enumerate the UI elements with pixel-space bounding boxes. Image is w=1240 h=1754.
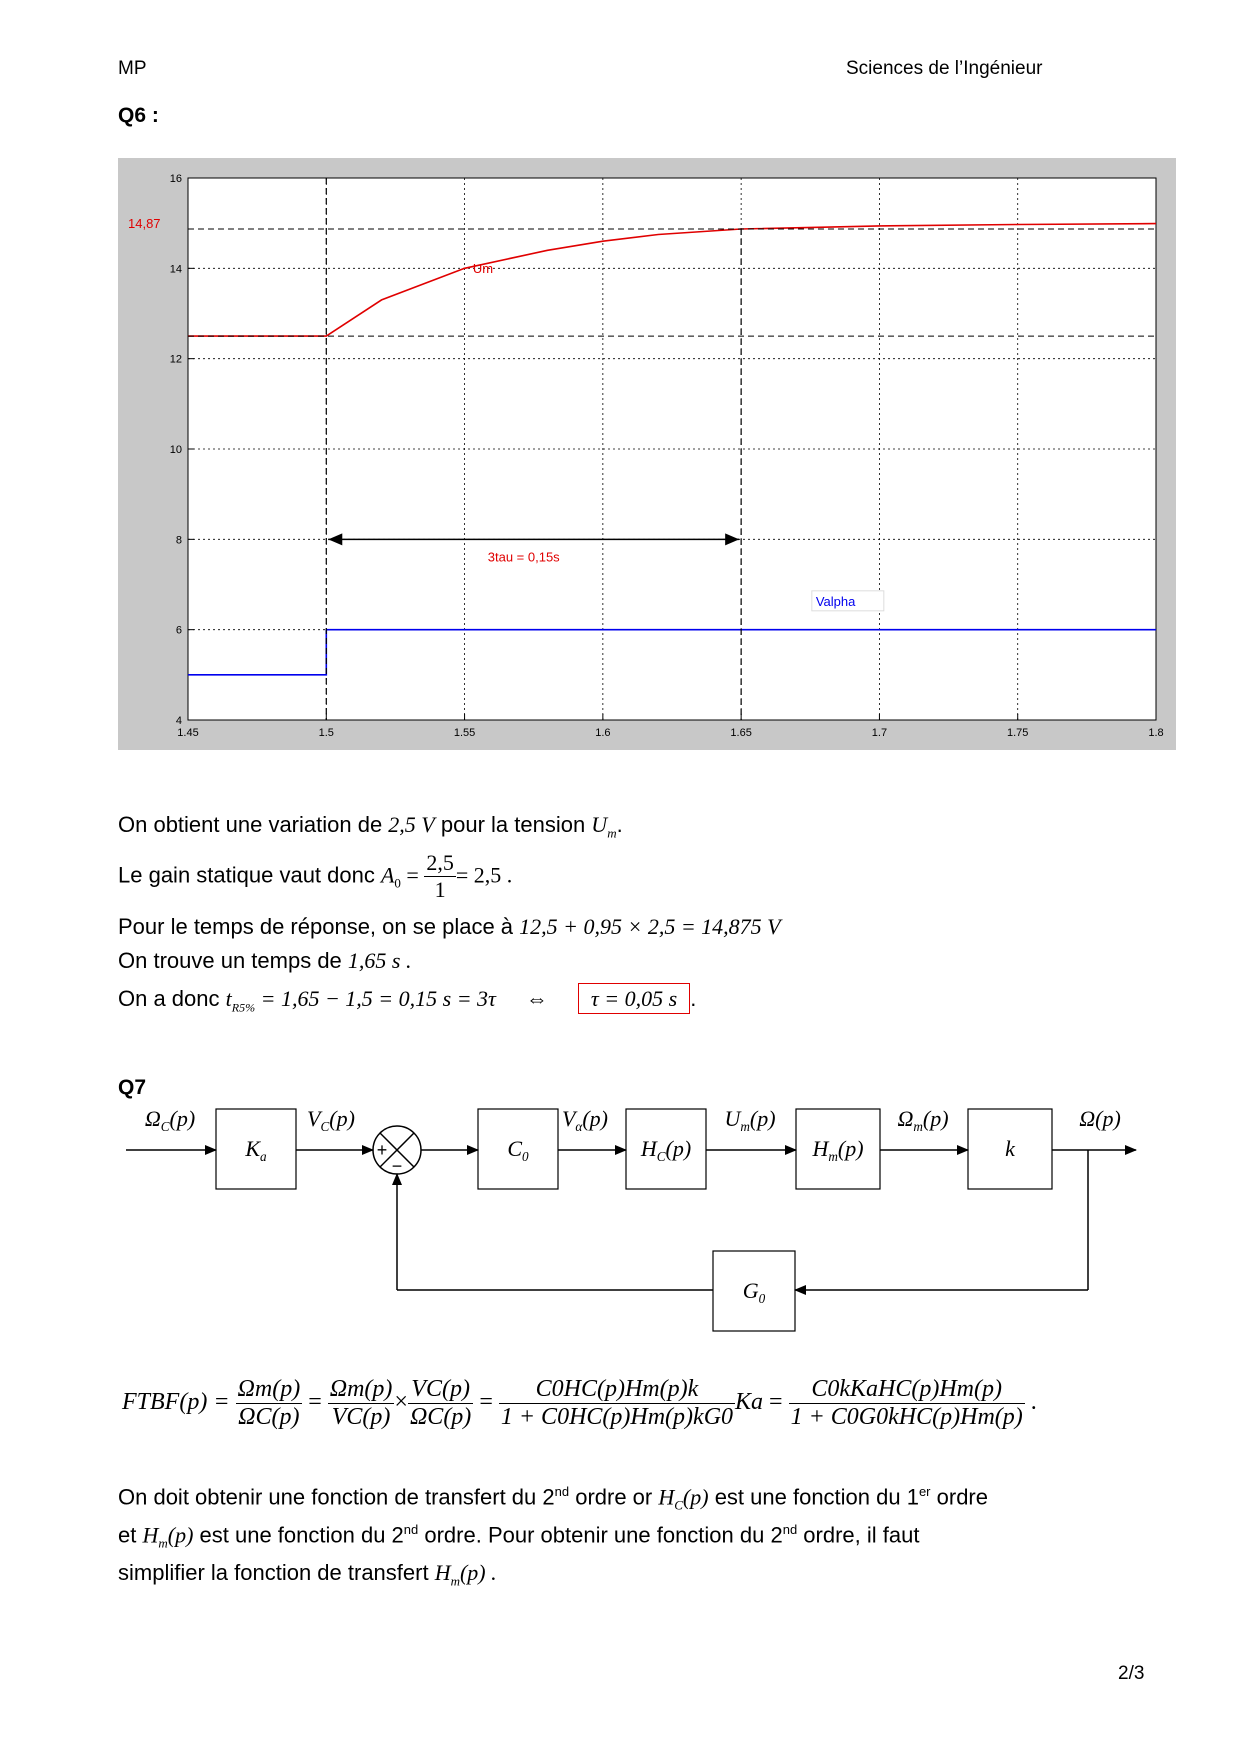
text-donc: On a donc	[118, 986, 226, 1011]
gain-num: 2,5	[426, 850, 454, 875]
para-hm-tail: (p)	[167, 1522, 194, 1548]
y-tick-label: 8	[175, 534, 182, 547]
para-hm2: H	[434, 1560, 451, 1585]
times-symbol: ×	[394, 1389, 408, 1416]
para-c-sup: er	[918, 1484, 931, 1499]
frac-2-den: VC(p)	[331, 1404, 391, 1430]
signal-omega: Ω(p)	[1079, 1106, 1121, 1131]
block-diagram	[0, 1090, 1240, 1350]
para-hm: H	[142, 1522, 159, 1548]
para-hm-sub: m	[158, 1535, 168, 1551]
x-tick-label: 1.8	[1148, 727, 1164, 739]
y-tick-label: 12	[169, 353, 182, 366]
para-hc-sub: C	[674, 1497, 683, 1513]
math-t: t	[225, 986, 232, 1011]
eq-1: =	[308, 1389, 322, 1416]
block-g0-label: $G_0$	[742, 1278, 766, 1306]
math-a: A	[380, 862, 395, 888]
page-number: 2/3	[1118, 1663, 1145, 1684]
frac-3-den: ΩC(p)	[409, 1404, 472, 1430]
math-variation: 2,5 V	[388, 812, 435, 837]
ftbf-equation	[122, 1376, 1037, 1431]
series-label-um: Um	[472, 260, 494, 276]
math-level: 12,5 + 0,95 × 2,5 = 14,875 V	[519, 914, 781, 939]
frac-1-den: ΩC(p)	[238, 1404, 300, 1430]
header-left: MP	[118, 58, 147, 79]
frac-4-den: 1 + C0HC(p)Hm(p)kG0	[500, 1404, 734, 1430]
para-g: ordre. Pour obtenir une fonction du 2	[418, 1522, 783, 1548]
text-temps-reponse: Pour le temps de réponse, on se place à	[118, 914, 520, 939]
block-c0-label: $C_0$	[507, 1136, 529, 1164]
math-a-sub: 0	[394, 875, 401, 891]
line-tau: On a donc $t_{R5\%} = 1,65 - 1,5 = 0,15$ s = 3τ ⇔ τ = 0,05 s .	[118, 986, 696, 1015]
line-gain	[118, 850, 512, 903]
frac-5-num: C0kKaHC(p)Hm(p)	[789, 1376, 1025, 1404]
para-line-3	[118, 1560, 497, 1589]
q6-label: Q6 :	[118, 104, 159, 127]
signal-omega-c: $\Omega_C(p)$	[144, 1106, 196, 1134]
para-line-2	[118, 1522, 919, 1552]
block-hc-label: $H_C(p)$	[640, 1136, 692, 1164]
signal-v-c: $V_C(p)$	[307, 1106, 355, 1134]
eq-3: =	[769, 1389, 783, 1416]
gain-den: 1	[434, 877, 446, 902]
iff-symbol: ⇔	[525, 986, 548, 1011]
block-ka-label: $K_a$	[245, 1136, 267, 1164]
sum-plus-sign: +	[376, 1140, 388, 1160]
para-f-sup: nd	[403, 1522, 419, 1537]
frac-1-num: Ωm(p)	[237, 1376, 301, 1402]
frac-5	[789, 1376, 1025, 1431]
para-c: est une fonction du 1	[708, 1484, 919, 1510]
para-hc-tail: (p)	[682, 1484, 709, 1510]
x-tick-label: 1.75	[1007, 727, 1029, 739]
para-hc: H	[658, 1484, 675, 1510]
signal-omega-m: $\Omega_m(p)$	[897, 1106, 949, 1134]
text-temps: On trouve un temps de	[118, 948, 348, 973]
eq-2: =	[479, 1389, 493, 1416]
para-h: ordre, il faut	[797, 1522, 920, 1548]
gain-result: = 2,5 .	[455, 862, 513, 888]
frac-3-num: VC(p)	[408, 1376, 473, 1404]
x-tick-label: 1.6	[595, 727, 611, 739]
gain-fraction	[424, 850, 456, 903]
y-tick-label: 10	[169, 444, 182, 456]
para-f: est une fonction du 2	[193, 1522, 404, 1548]
para-d: ordre	[930, 1484, 988, 1510]
block-hm-label: $H_m(p)$	[812, 1136, 864, 1164]
frac-2	[328, 1376, 395, 1431]
para-b: ordre or	[569, 1484, 659, 1510]
block-k-label: k	[1005, 1136, 1015, 1161]
text-tension: pour la tension	[434, 812, 592, 837]
y-tick-label: 6	[175, 624, 182, 637]
header-right: Sciences de l’Ingénieur	[846, 58, 1043, 79]
math-time: 1,65 s .	[347, 948, 412, 973]
y-tick-label: 14	[169, 263, 182, 276]
para-g-sup: nd	[782, 1522, 798, 1537]
q7-label: Q7	[118, 1076, 147, 1099]
para-a-sup: nd	[554, 1484, 570, 1499]
ka-factor: Ka	[735, 1389, 764, 1416]
text-gain: Le gain statique vaut donc	[118, 862, 381, 888]
step-response-chart	[118, 158, 1176, 750]
para-e: et	[118, 1522, 143, 1548]
frac-2-num: Ωm(p)	[329, 1376, 393, 1402]
level-label: 14,87	[128, 216, 161, 232]
math-tr: = 1,65 − 1,5 = 0,15 s = 3τ	[255, 986, 496, 1011]
math-u: U	[591, 812, 608, 837]
math-u-sub: m	[607, 825, 617, 841]
frac-3	[408, 1376, 473, 1431]
para-a: On doit obtenir une fonction de transfert du 2	[118, 1484, 555, 1510]
x-tick-label: 1.5	[318, 727, 334, 739]
x-tick-label: 1.45	[177, 727, 199, 739]
signal-u-m: $U_m(p)$	[724, 1106, 776, 1134]
frac-4	[499, 1376, 735, 1431]
x-tick-label: 1.7	[871, 727, 888, 739]
y-tick-label: 4	[175, 715, 182, 727]
math-t-sub: R5%	[231, 1000, 256, 1015]
line-temps-reponse	[118, 914, 781, 940]
line-temps	[118, 948, 411, 974]
para-hm2-tail: (p) .	[459, 1560, 497, 1585]
frac-1	[236, 1376, 303, 1431]
ftbf-lhs: FTBF(p) =	[122, 1389, 230, 1416]
text-variation: On obtient une variation de	[118, 812, 389, 837]
signal-v-alpha: $V_\alpha(p)$	[561, 1106, 609, 1134]
tau-result-box: τ = 0,05 s	[578, 983, 690, 1014]
sum-minus-sign: −	[391, 1156, 403, 1176]
x-tick-label: 1.55	[453, 727, 476, 739]
line-variation: On obtient une variation de 2,5 V pour la tension $U_m$.	[118, 812, 623, 841]
frac-5-den: 1 + C0G0kHC(p)Hm(p)	[790, 1404, 1023, 1430]
frac-4-num: C0HC(p)Hm(p)k	[499, 1376, 735, 1404]
y-tick-label: 16	[169, 173, 182, 185]
series-label-valpha: Valpha	[815, 593, 856, 609]
x-tick-label: 1.65	[730, 727, 752, 739]
tau-label: 3tau = 0,15s	[487, 549, 560, 565]
math-eq: =	[400, 862, 425, 888]
para-hm2-sub: m	[450, 1573, 460, 1589]
ftbf-end: .	[1030, 1389, 1037, 1416]
para-line-1	[118, 1484, 988, 1514]
para-i: simplifier la fonction de transfert	[118, 1560, 435, 1585]
